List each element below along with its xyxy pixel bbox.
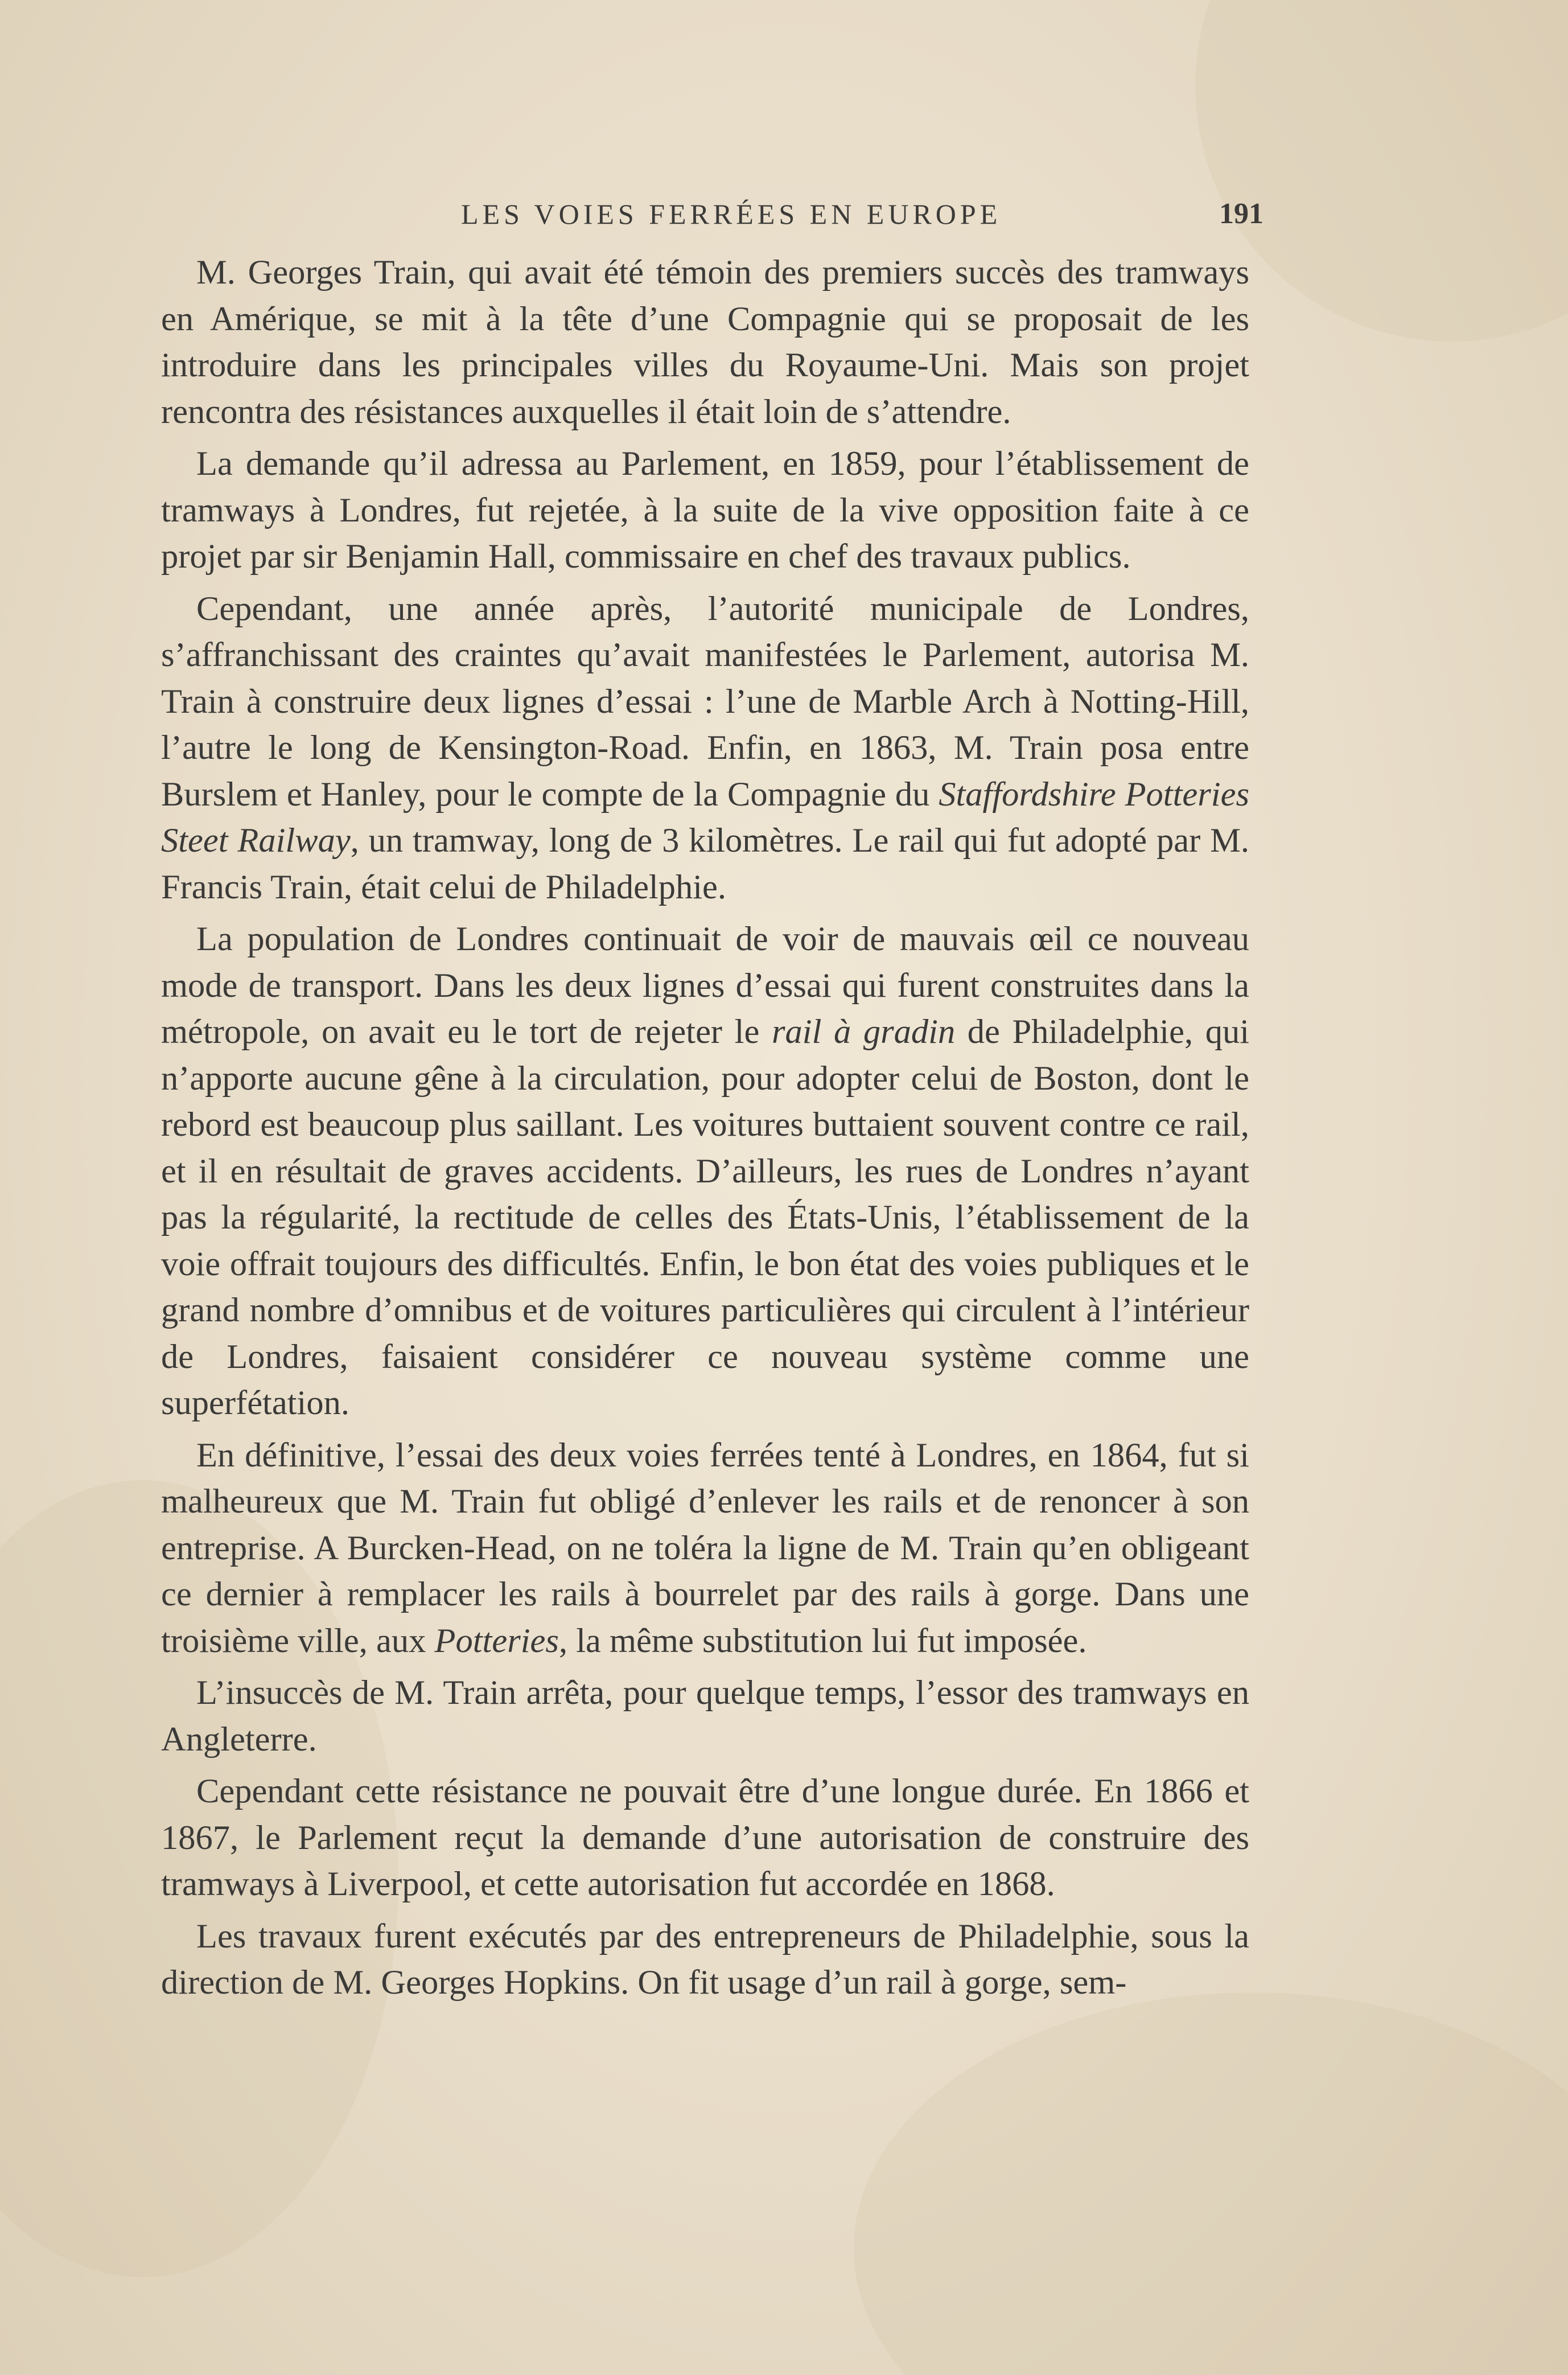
paragraph (161, 586, 1249, 911)
paragraph (161, 1432, 1249, 1665)
paragraph (161, 249, 1249, 435)
italic-place-name: Potteries (434, 1621, 559, 1660)
body-text (161, 249, 1249, 2006)
page-number: 191 (1219, 198, 1264, 230)
running-title: LES VOIES FERRÉES EN EUROPE (461, 198, 1002, 230)
paragraph (161, 1768, 1249, 1908)
paragraph-text: , un tramway, long de 3 kilomètres. Le rail qui fut adopté par M. Francis Train, était celui de Philadelphie. (161, 821, 1249, 906)
paragraph (161, 1670, 1249, 1762)
page-header (438, 191, 1264, 237)
italic-term: rail à gradin (771, 1013, 956, 1051)
paper-stain (854, 1992, 1568, 2375)
paragraph (161, 916, 1249, 1427)
paragraph-text: La population de Londres continuait de voir de mauvais œil ce nouveau mode de transport. Dans les deux lignes d’essai qui furent construites dans la métropole, on avait eu le tort de rejeter le (161, 920, 1249, 1051)
paragraph-text: En définitive, l’essai des deux voies ferrées tenté à Londres, en 1864, fut si malheureux que M. Train fut obligé d’enlever les rails et de renoncer à son entreprise. A Burcken-Head, on ne toléra la ligne de M. Train qu’en obligeant ce dernier à remplacer les rails à bourrelet par des rails à gorge. Dans une troisième ville, aux (161, 1436, 1249, 1660)
paper-stain (1195, 0, 1568, 342)
paragraph-text: de Philadelphie, qui n’apporte aucune gêne à la circulation, pour adopter celui de Boston, dont le rebord est beaucoup plus saillant. Les voitures buttaient souvent contre ce rail, et il en résultait de graves accidents. D’ailleurs, les rues de Londres n’ayant pas la régularité, la rectitude de celles des États-Unis, l’établissement de la voie offrait toujours des difficultés. Enfin, le bon état des voies publiques et le grand nombre d’omnibus et de voitures particulières qui circulent à l’intérieur de Londres, faisaient considérer ce nouveau système comme une superfétation. (161, 1013, 1250, 1422)
paragraph-text: Les travaux furent exécutés par des entrepreneurs de Philadelphie, sous la direction de M. Georges Hopkins. On fit usage d’un rail à gorge, sem- (161, 1917, 1249, 2002)
italic-company-name: Staffordshire Potteries Steet Railway (161, 775, 1249, 860)
paragraph (161, 441, 1249, 580)
paragraph-text: L’insuccès de M. Train arrêta, pour quelque temps, l’essor des tramways en Angleterre. (161, 1674, 1249, 1758)
paragraph-text: La demande qu’il adressa au Parlement, en 1859, pour l’établissement de tramways à Londres, fut rejetée, à la suite de la vive opposition faite à ce projet par sir Benjamin Hall, commissaire en chef des travaux publics. (161, 445, 1249, 576)
paragraph-text: M. Georges Train, qui avait été témoin des premiers succès des tramways en Amérique, se mit à la tête d’une Compagnie qui se proposait de les introduire dans les principales villes du Royaume-Uni. Mais son projet rencontra des résistances auxquelles il était loin de s’attendre. (161, 253, 1249, 431)
paragraph-text: Cependant cette résistance ne pouvait être d’une longue durée. En 1866 et 1867, le Parlement reçut la demande d’une autorisation de construire des tramways à Liverpool, et cette autorisation fut accordée en 1868. (161, 1772, 1249, 1903)
paragraph-text: Cependant, une année après, l’autorité municipale de Londres, s’affranchissant des craintes qu’avait manifestées le Parlement, autorisa M. Train à construire deux lignes d’essai : l’une de Marble Arch à Notting-Hill, l’autre le long de Kensington-Road. Enfin, en 1863, M. Train posa entre Burslem et Hanley, pour le compte de la Compagnie du (161, 589, 1249, 813)
paragraph (161, 1913, 1249, 2006)
paragraph-text: , la même substitution lui fut imposée. (558, 1621, 1087, 1660)
